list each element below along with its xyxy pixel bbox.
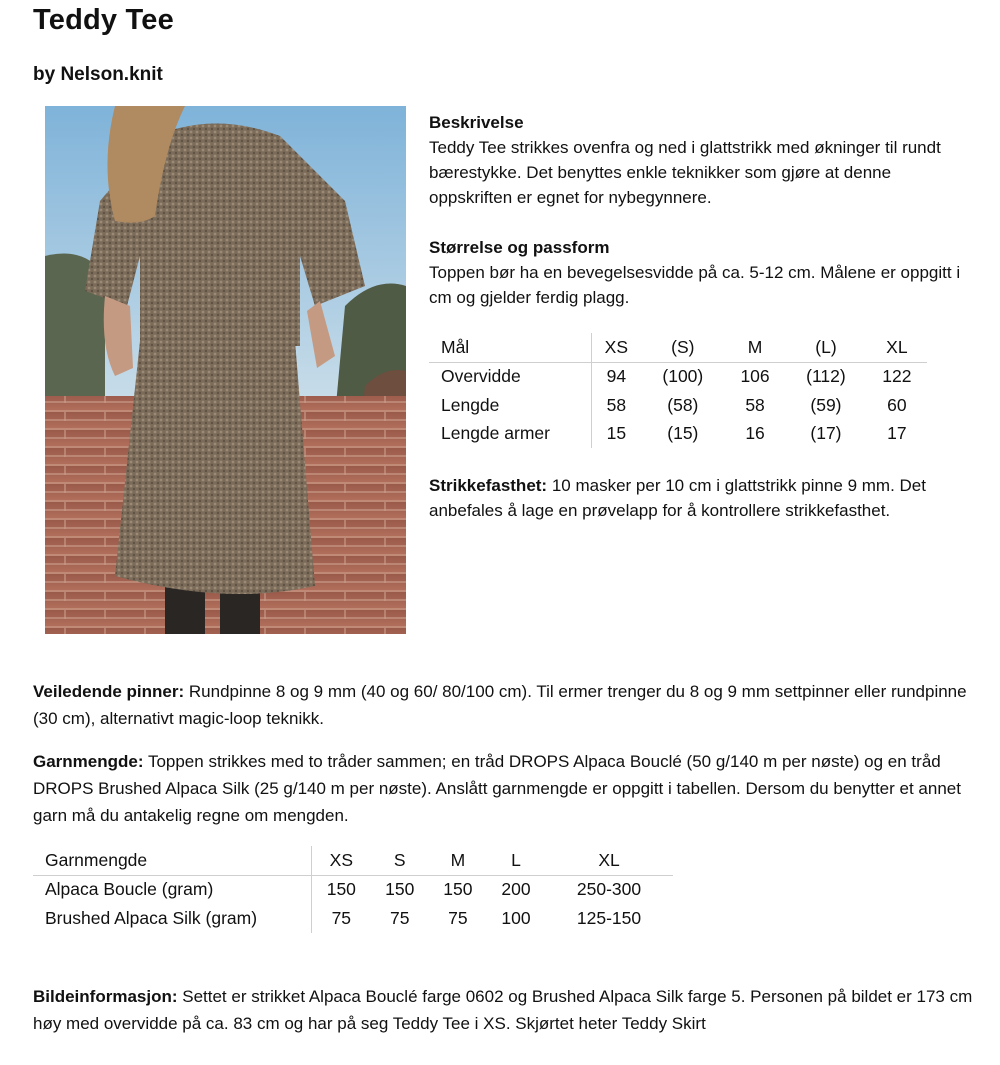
- yarn-table-cell: 200: [501, 879, 531, 900]
- needles-label: Veiledende pinner:: [33, 682, 185, 701]
- size-table-header-cell: XS: [592, 333, 641, 362]
- yarn-table-cell: 125-150: [576, 907, 642, 928]
- yarn-table-header-cell: L: [487, 846, 545, 875]
- yarn-table-header-cell: Garnmengde: [33, 846, 312, 875]
- garment-photo-illustration: [45, 106, 406, 634]
- yarn-text: Toppen strikkes med to tråder sammen; en tråd DROPS Alpaca Bouclé (50 g/140 m per nøste) og en tråd DROPS Brushed Alpaca Silk (25 g/140 m per nøste). Anslått garnmengde er oppgitt i tabellen. Dersom du benytter et annet garn må du antakelig regne om mengden.: [33, 752, 961, 825]
- image-info-text: Settet er strikket Alpaca Bouclé farge 0602 og Brushed Alpaca Silk farge 5. Personen på bildet er 173 cm høy med overvidde på ca. 83 cm og har på seg Teddy Tee i XS. Skjørtet heter Teddy Skirt: [33, 987, 973, 1033]
- image-info-section: [33, 983, 973, 1037]
- gauge-section: [429, 473, 969, 523]
- garment-photo: [45, 106, 406, 634]
- yarn-table-cell: 250-300: [576, 879, 642, 900]
- fit-text: Toppen bør ha en bevegelsesvidde på ca. 5-12 cm. Målene er oppgitt i cm og gjelder ferdig plagg.: [429, 263, 961, 307]
- gauge-paragraph: [429, 473, 969, 523]
- size-table-cell: 94: [606, 366, 627, 387]
- size-table-header-cell: (S): [641, 333, 725, 362]
- size-table-cell: 17: [887, 423, 907, 444]
- size-table-cell: Lengde armer: [429, 420, 592, 449]
- description-section: [429, 110, 969, 210]
- size-table-cell: (58): [667, 394, 699, 415]
- yarn-table: [33, 846, 673, 933]
- size-table-cell: 58: [606, 394, 627, 415]
- needles-text: Rundpinne 8 og 9 mm (40 og 60/ 80/100 cm). Til ermer trenger du 8 og 9 mm settpinner eller rundpinne (30 cm), alternativt magic-loop teknikk.: [33, 682, 967, 728]
- yarn-table-row: [33, 904, 673, 933]
- size-table-header-cell: Mål: [429, 333, 592, 362]
- yarn-table-cell: Brushed Alpaca Silk (gram): [33, 904, 312, 933]
- size-table-cell: (15): [667, 423, 699, 444]
- size-table-cell: 122: [882, 366, 912, 387]
- size-table: [429, 333, 927, 448]
- gauge-label: Strikkefasthet:: [429, 476, 548, 495]
- fit-section: [429, 235, 969, 310]
- size-table-cell: (17): [810, 423, 842, 444]
- yarn-table-header-cell: XS: [312, 846, 371, 875]
- yarn-table-cell: 75: [448, 907, 468, 928]
- yarn-label: Garnmengde:: [33, 752, 144, 771]
- yarn-table-row: [33, 875, 673, 904]
- size-table-cell: 16: [745, 423, 765, 444]
- size-table-header-row: [429, 333, 927, 362]
- right-column: [429, 110, 969, 310]
- description-heading: Beskrivelse: [429, 113, 524, 132]
- yarn-table-cell: 100: [501, 907, 531, 928]
- page-title: Teddy Tee: [33, 4, 174, 36]
- size-table-header-cell: (L): [785, 333, 867, 362]
- yarn-table-cell: 75: [389, 907, 410, 928]
- yarn-table-cell: 150: [385, 879, 415, 900]
- yarn-table-cell: 75: [331, 907, 352, 928]
- yarn-table-cell: 150: [326, 879, 356, 900]
- yarn-section: [33, 748, 973, 829]
- size-table-cell: (59): [810, 394, 842, 415]
- size-table-cell: 58: [745, 394, 765, 415]
- yarn-table-header-cell: S: [371, 846, 429, 875]
- size-table-header-cell: M: [725, 333, 785, 362]
- size-table-cell: Overvidde: [429, 362, 592, 391]
- yarn-table-cell: Alpaca Boucle (gram): [33, 875, 312, 904]
- size-table-cell: 106: [740, 366, 770, 387]
- yarn-table-cell: 150: [443, 879, 473, 900]
- size-table-cell: (100): [662, 366, 704, 387]
- size-table-cell: 60: [887, 394, 907, 415]
- yarn-table-header-cell: XL: [545, 846, 673, 875]
- yarn-table-header-row: [33, 846, 673, 875]
- fit-heading: Størrelse og passform: [429, 238, 610, 257]
- author-byline: by Nelson.knit: [33, 64, 163, 85]
- image-info-label: Bildeinformasjon:: [33, 987, 178, 1006]
- size-table-cell: Lengde: [429, 391, 592, 420]
- size-table-row: [429, 420, 927, 449]
- yarn-table-header-cell: M: [429, 846, 487, 875]
- gauge-text: 10 masker per 10 cm i glattstrikk pinne 9 mm. Det anbefales å lage en prøvelapp for å kontrollere strikkefasthet.: [429, 476, 926, 520]
- size-table-header-cell: XL: [867, 333, 927, 362]
- needles-section: [33, 678, 973, 732]
- size-table-row: [429, 391, 927, 420]
- size-table-cell: 15: [606, 423, 627, 444]
- size-table-cell: (112): [806, 366, 846, 387]
- size-table-row: [429, 362, 927, 391]
- description-text: Teddy Tee strikkes ovenfra og ned i glattstrikk med økninger til rundt bærestykke. Det benyttes enkle teknikker som gjøre at denne oppskriften er egnet for nybegynnere.: [429, 138, 941, 207]
